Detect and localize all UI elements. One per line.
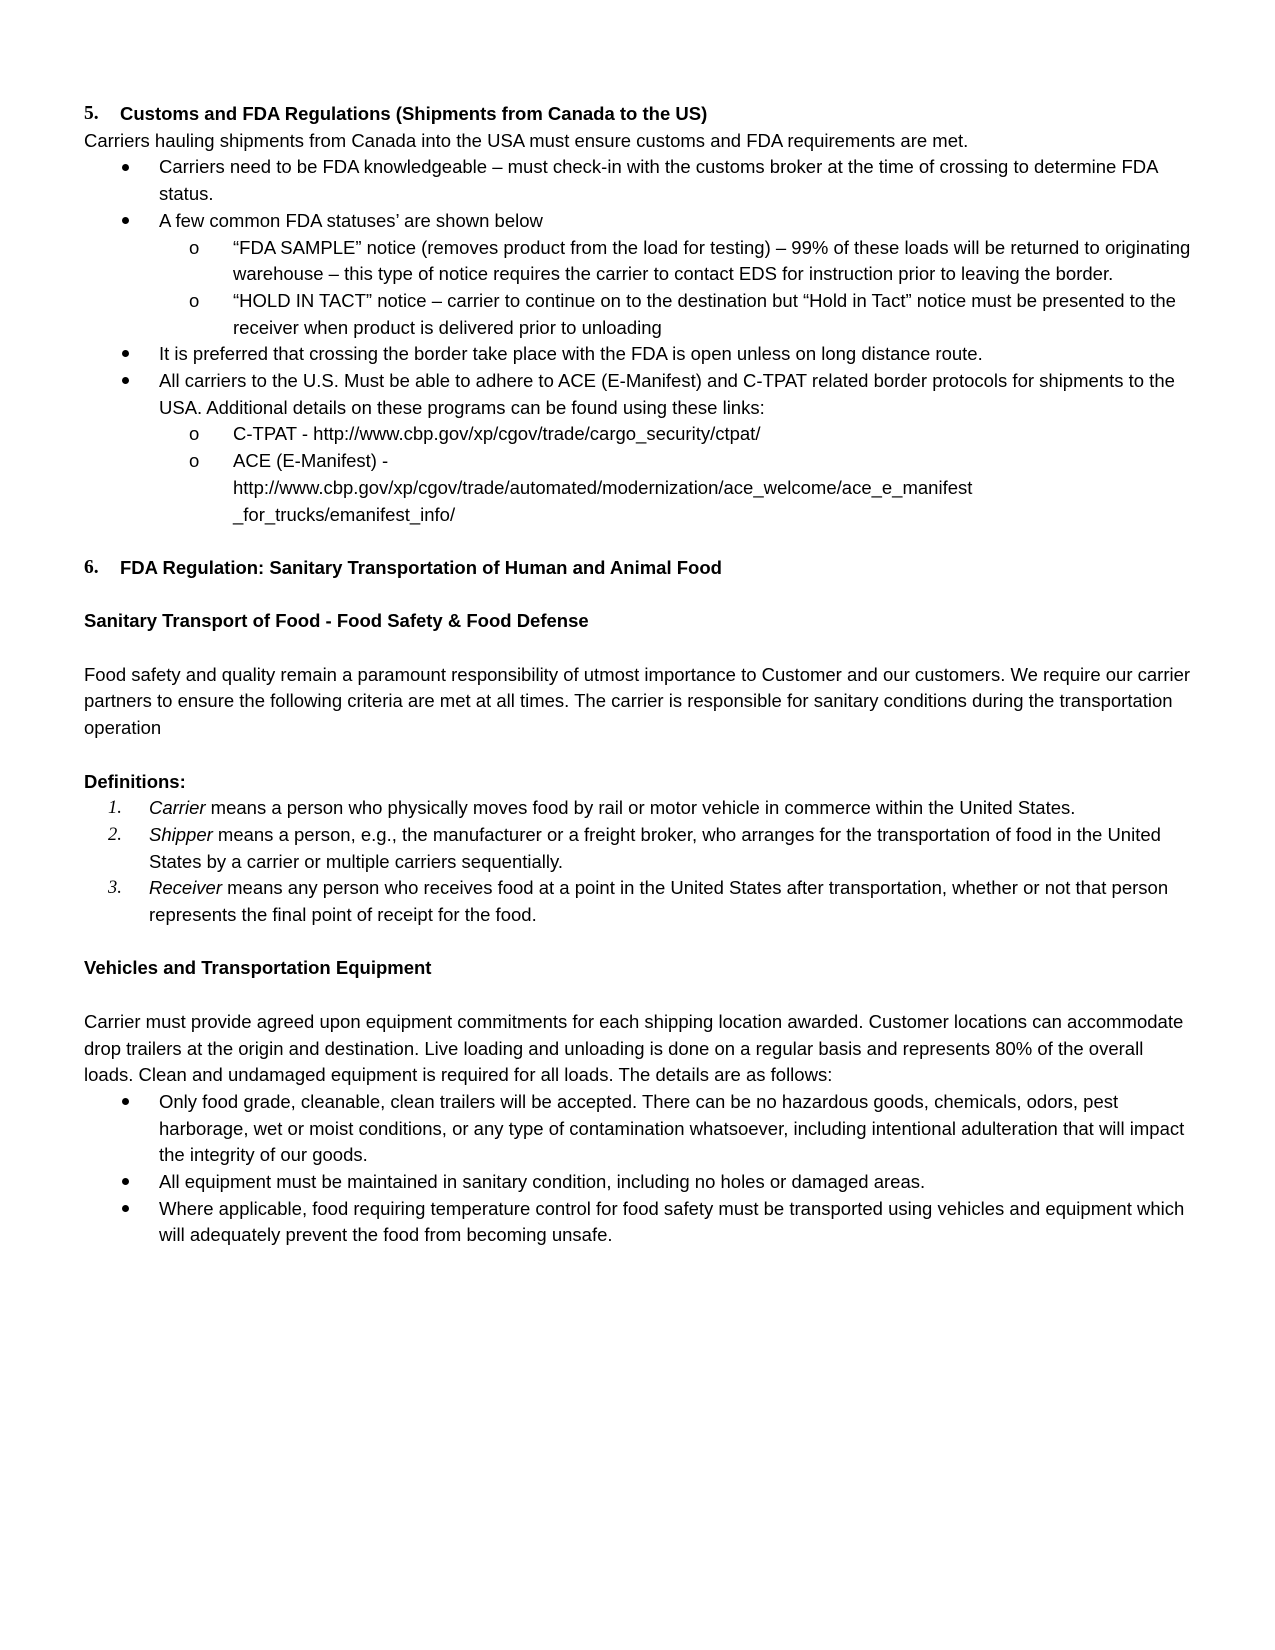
list-item <box>84 154 1194 207</box>
bullet-text: Only food grade, cleanable, clean trailers will be accepted. There can be no hazardous goods, chemicals, odors, pest harborage, wet or moist conditions, or any type of contamination whatsoever, including intentional adulteration that will impact the integrity of our goods. <box>159 1090 1185 1166</box>
sub-bullet-text: “FDA SAMPLE” notice (removes product from the load for testing) – 99% of these loads will be returned to originating warehouse – this type of notice requires the carrier to contact EDS for instruction prior to leaving the border. <box>233 236 1191 285</box>
hollow-bullet-icon: o <box>189 450 200 472</box>
bullet-text: Where applicable, food requiring temperature control for food safety must be transported using vehicles and equipment which will adequately prevent the food from becoming unsafe. <box>159 1197 1185 1246</box>
definition-term: Carrier <box>149 797 206 819</box>
section-5-heading <box>84 101 1194 128</box>
section-6-number: 6. <box>84 556 99 578</box>
list-item <box>84 235 1194 288</box>
bullet-icon <box>118 1089 132 1116</box>
vehicles-heading: Vehicles and Transportation Equipment <box>84 957 432 979</box>
list-number: 1. <box>108 798 122 819</box>
ace-link-part-2[interactable]: _for_trucks/emanifest_info/ <box>233 503 456 525</box>
definitions-heading: Definitions: <box>84 770 186 792</box>
hollow-bullet-icon: o <box>189 289 200 311</box>
hollow-bullet-icon: o <box>189 423 200 445</box>
bullet-icon <box>118 208 132 235</box>
hollow-bullet-icon: o <box>189 236 200 258</box>
definition-text: means a person, e.g., the manufacturer or a freight broker, who arranges for the transportation of food in the United States by a carrier or multiple carriers sequentially. <box>149 823 1161 872</box>
section-5-title: Customs and FDA Regulations (Shipments from Canada to the US) <box>120 103 708 124</box>
ctpat-link[interactable]: C-TPAT - http://www.cbp.gov/xp/cgov/trade/cargo_security/ctpat/ <box>233 423 761 445</box>
definitions-list <box>84 795 1194 929</box>
list-item <box>84 822 1194 875</box>
ace-label: ACE (E-Manifest) - <box>233 450 389 472</box>
section-5-intro: Carriers hauling shipments from Canada into the USA must ensure customs and FDA requirements are met. <box>84 129 969 151</box>
list-item <box>84 341 1194 368</box>
section-5-bullet-list-2 <box>84 341 1194 421</box>
list-item <box>84 448 1194 528</box>
list-item <box>84 288 1194 341</box>
page-content <box>84 101 1194 1249</box>
list-item <box>84 208 1194 235</box>
bullet-icon <box>118 1169 132 1196</box>
definition-term: Shipper <box>149 823 213 845</box>
bullet-icon <box>118 154 132 181</box>
links-sublist <box>84 421 1194 528</box>
list-item <box>84 421 1194 448</box>
definition-text: means a person who physically moves food by rail or motor vehicle in commerce within the United States. <box>205 797 1076 819</box>
fda-status-sublist <box>84 235 1194 342</box>
food-safety-intro: Food safety and quality remain a paramount responsibility of utmost importance to Customer and our customers. We require our carrier partners to ensure the following criteria are met at all times. The carrier is responsible for sanitary conditions during the transportation operation <box>84 663 1191 739</box>
definition-term: Receiver <box>149 877 222 899</box>
vehicles-intro: Carrier must provide agreed upon equipment commitments for each shipping location awarded. Customer locations can accommodate drop trailers at the origin and destination. Live loading and unloading is done on a regular basis and represents 80% of the overall loads. Clean and undamaged equipment is required for all loads. The details are as follows: <box>84 1010 1184 1086</box>
section-6-title: FDA Regulation: Sanitary Transportation of Human and Animal Food <box>120 556 722 578</box>
list-item <box>84 1169 1194 1196</box>
list-item <box>84 875 1194 928</box>
section-5-bullet-list <box>84 154 1194 234</box>
bullet-text: It is preferred that crossing the border take place with the FDA is open unless on long distance route. <box>159 343 983 365</box>
list-item <box>84 1196 1194 1249</box>
list-item <box>84 368 1194 421</box>
bullet-text: All carriers to the U.S. Must be able to adhere to ACE (E-Manifest) and C-TPAT related border protocols for shipments to the USA. Additional details on these programs can be found using these links: <box>159 370 1175 418</box>
definition-text: means any person who receives food at a point in the United States after transportation, whether or not that person represents the final point of receipt for the food. <box>149 877 1169 926</box>
bullet-icon <box>118 1196 132 1223</box>
bullet-text: All equipment must be maintained in sanitary condition, including no holes or damaged areas. <box>159 1171 926 1193</box>
ace-link-part-1[interactable]: http://www.cbp.gov/xp/cgov/trade/automated/modernization/ace_welcome/ace_e_manifest <box>233 476 973 498</box>
list-item <box>84 795 1194 822</box>
section-6-heading <box>84 555 1194 582</box>
food-safety-subheading: Sanitary Transport of Food - Food Safety & Food Defense <box>84 610 589 632</box>
list-number: 3. <box>108 878 122 899</box>
list-number: 2. <box>108 824 122 845</box>
bullet-text: A few common FDA statuses’ are shown below <box>159 209 543 231</box>
bullet-icon <box>118 368 132 395</box>
sub-bullet-text: “HOLD IN TACT” notice – carrier to continue on to the destination but “Hold in Tact” notice must be presented to the receiver when product is delivered prior to unloading <box>233 289 1176 338</box>
list-item <box>84 1089 1194 1169</box>
bullet-icon <box>118 341 132 368</box>
vehicles-bullet-list <box>84 1089 1194 1249</box>
bullet-text: Carriers need to be FDA knowledgeable – must check-in with the customs broker at the time of crossing to determine FDA status. <box>159 156 1158 205</box>
section-5-number: 5. <box>84 103 99 124</box>
